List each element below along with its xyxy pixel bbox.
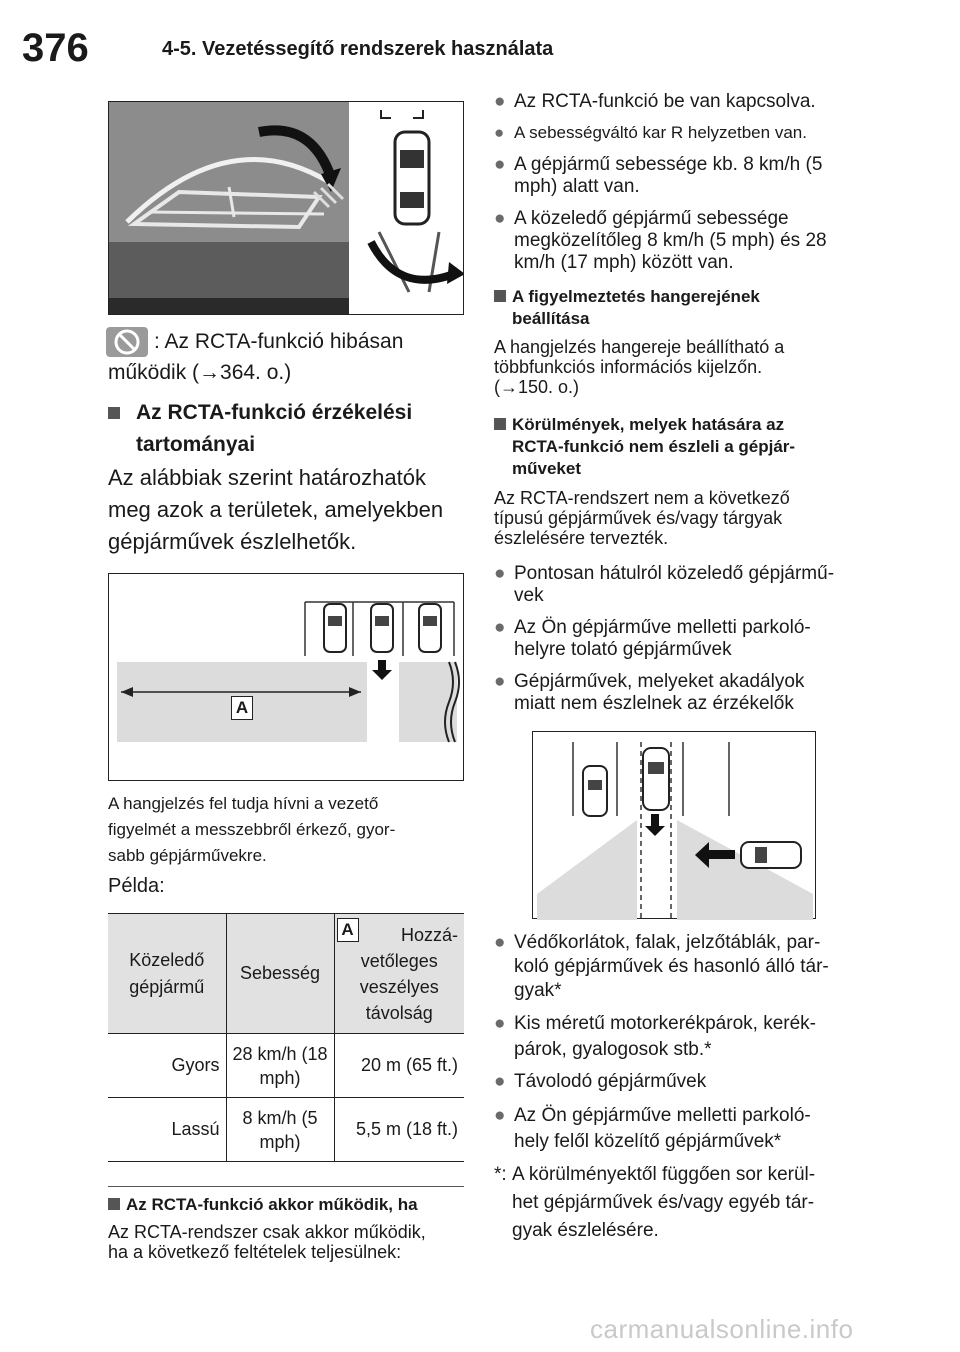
list-item xyxy=(494,1011,856,1063)
cell-distance: 20 m (65 ft.) xyxy=(334,1034,464,1098)
list-a-2-line2: helyre tolató gépjárművek xyxy=(514,639,732,660)
list-a-2-line1: Az Ön gépjárműve melletti parkoló- xyxy=(514,617,811,638)
header-speed: Sebesség xyxy=(226,914,334,1034)
list-a-3-line1: Gépjárművek, melyeket akadályok xyxy=(514,671,805,692)
condition-4-line2: megközelítőleg 8 km/h (5 mph) és 28 xyxy=(514,230,827,251)
paragraph-2-line2: ha a következő feltételek teljesülnek: xyxy=(108,1242,402,1262)
note-1-line2: figyelmét a messzebbről érkező, gyor- xyxy=(108,820,396,839)
figure-undetected-scenario xyxy=(532,731,816,919)
figure-parking-detection-area xyxy=(108,573,464,781)
condition-4-line1: A közeledő gépjármű sebessége xyxy=(514,208,789,229)
bullet-icon: ● xyxy=(494,91,506,112)
heading-warning-volume xyxy=(494,286,854,330)
heading-4-line1: Körülmények, melyek hatására az xyxy=(512,415,785,434)
note-1-line1: A hangjelzés fel tudja hívni a vezető xyxy=(108,794,379,813)
paragraph-volume xyxy=(494,337,854,397)
heading-2-text: Az RCTA-funkció akkor működik, ha xyxy=(126,1195,418,1214)
table-row xyxy=(108,1098,464,1162)
paragraph-1-line2: meg azok a területek, amelyekben xyxy=(108,497,444,522)
square-bullet-icon xyxy=(494,286,512,330)
bullet-icon: ● xyxy=(494,563,506,584)
heading-undetected-conditions xyxy=(494,414,854,480)
paragraph-3-line1: A hangjelzés hangereje beállítható a xyxy=(494,337,785,357)
list-b-1-line1: Védőkorlátok, falak, jelzőtáblák, par- xyxy=(514,932,821,953)
cell-speed-line1: 28 km/h (18 xyxy=(232,1043,328,1064)
cell-speed xyxy=(226,1098,334,1162)
paragraph-3-line2: többfunkciós információs kijelzőn. xyxy=(494,357,763,377)
list-b-4-line2: hely felől közelítő gépjárművek* xyxy=(514,1131,782,1152)
heading-4-line2: RCTA-funkció nem észleli a gépjár- xyxy=(512,437,796,456)
list-b-2-line1: Kis méretű motorkerékpárok, kerék- xyxy=(514,1013,816,1034)
condition-4-line3: km/h (17 mph) között van. xyxy=(514,252,734,273)
paragraph-1-line3: gépjárművek észlelhetők. xyxy=(108,529,357,554)
list-a-3-line2: miatt nem észlelnek az érzékelők xyxy=(514,693,794,714)
bullet-icon: ● xyxy=(494,154,506,175)
header-distance-line2: vetőleges xyxy=(360,950,438,971)
list-b-1-line3: gyak* xyxy=(514,980,562,1001)
header-distance-line4: távolság xyxy=(365,1002,433,1023)
bullet-icon: ● xyxy=(494,208,506,229)
cell-speed-line2: mph) xyxy=(259,1067,301,1088)
list-a-1-line2: vek xyxy=(514,585,544,606)
square-bullet-icon xyxy=(108,398,136,460)
list-item xyxy=(494,1103,856,1155)
heading-detection-range xyxy=(108,398,468,460)
bullet-icon: ● xyxy=(494,1013,506,1034)
square-bullet-icon xyxy=(108,1194,126,1216)
paragraph-4-line2: típusú gépjárművek és/vagy tárgyak xyxy=(494,508,783,528)
list-item xyxy=(494,91,854,113)
cell-speed-line1: 8 km/h (5 xyxy=(242,1107,318,1128)
condition-3-line2: mph) alatt van. xyxy=(514,176,640,197)
page-number: 376 xyxy=(22,26,89,70)
list-item xyxy=(494,563,856,607)
footnote-line1: A körülményektől függően sor kerül- xyxy=(512,1164,816,1185)
paragraph-operating xyxy=(108,1222,468,1262)
cell-distance: 5,5 m (18 ft.) xyxy=(334,1098,464,1162)
header-vehicle-line2: gépjármű xyxy=(129,976,205,997)
paragraph-4-line1: Az RCTA-rendszert nem a következő xyxy=(494,488,790,508)
footnote-line2: het gépjárművek és/vagy egyéb tár- xyxy=(512,1192,815,1213)
icon-caption-line2: működik (→364. o.) xyxy=(108,361,292,384)
list-b-3-line1: Távolodó gépjárművek xyxy=(514,1071,707,1092)
undetected-scenario-diagram xyxy=(533,732,817,920)
list-b-4-line1: Az Ön gépjárműve melletti parkoló- xyxy=(514,1105,811,1126)
paragraph-detection xyxy=(108,462,468,558)
cell-speed-line2: mph) xyxy=(259,1131,301,1152)
footnote xyxy=(494,1161,856,1245)
list-item xyxy=(494,208,854,274)
square-bullet-icon xyxy=(494,414,512,480)
list-item xyxy=(494,671,856,715)
bullet-icon: ● xyxy=(494,1105,506,1126)
header-distance-line3: veszélyes xyxy=(359,976,439,997)
example-label: Példa: xyxy=(108,875,165,897)
heading-1-line1: Az RCTA-funkció érzékelési xyxy=(136,401,413,424)
parking-diagram xyxy=(109,574,465,782)
list-item xyxy=(494,617,856,661)
cell-vehicle: Gyors xyxy=(108,1034,226,1098)
condition-3-line1: A gépjármű sebessége kb. 8 km/h (5 xyxy=(514,154,823,175)
bullet-icon: ● xyxy=(494,1071,506,1092)
list-item xyxy=(494,154,854,198)
paragraph-3-line3: (→150. o.) xyxy=(494,377,580,397)
paragraph-2-line1: Az RCTA-rendszer csak akkor működik, xyxy=(108,1222,426,1242)
cell-vehicle: Lassú xyxy=(108,1098,226,1162)
table-header-row xyxy=(108,914,464,1034)
heading-3-line2: beállítása xyxy=(512,309,590,328)
watermark: carmanualsonline.info xyxy=(590,1314,854,1344)
list-item xyxy=(494,931,856,1003)
note-1-line3: sabb gépjárművekre. xyxy=(108,846,267,865)
heading-operating-conditions xyxy=(108,1194,468,1216)
bullet-icon: ● xyxy=(494,932,506,953)
header-distance-line1: Hozzá- xyxy=(400,924,458,945)
bullet-icon: ● xyxy=(494,123,505,142)
note-faster-vehicles xyxy=(108,791,468,869)
section-divider xyxy=(108,1186,464,1187)
list-item xyxy=(494,122,854,144)
cell-speed xyxy=(226,1034,334,1098)
list-item xyxy=(494,1071,856,1093)
list-b-2-line2: párok, gyalogosok stb.* xyxy=(514,1039,712,1060)
bullet-icon: ● xyxy=(494,671,506,692)
header-vehicle xyxy=(108,914,226,1034)
paragraph-1-line1: Az alábbiak szerint határozhatók xyxy=(108,465,426,490)
header-a-label: A xyxy=(337,918,359,942)
footnote-line3: gyak észlelésére. xyxy=(512,1220,659,1241)
table-row xyxy=(108,1034,464,1098)
range-label-a: A xyxy=(231,696,253,720)
list-a-1-line1: Pontosan hátulról közeledő gépjármű- xyxy=(514,563,835,584)
rcta-error-icon xyxy=(106,327,148,357)
section-title: 4-5. Vezetéssegítő rendszerek használata xyxy=(162,38,554,60)
header-vehicle-line1: Közeledő xyxy=(129,949,205,970)
footnote-mark: *: xyxy=(494,1164,507,1185)
header-distance xyxy=(334,914,464,1034)
condition-2: A sebességváltó kar R helyzetben van. xyxy=(514,123,807,142)
camera-display-illustration xyxy=(109,102,464,315)
figure-camera-display xyxy=(108,101,464,315)
icon-caption-line1: : Az RCTA-funkció hibásan xyxy=(154,330,404,353)
heading-4-line3: műveket xyxy=(512,459,581,478)
speed-distance-table xyxy=(108,913,464,1162)
list-b-1-line2: koló gépjárművek és hasonló álló tár- xyxy=(514,956,829,977)
heading-3-line1: A figyelmeztetés hangerejének xyxy=(512,287,760,306)
bullet-icon: ● xyxy=(494,617,506,638)
heading-1-line2: tartományai xyxy=(136,433,256,456)
paragraph-4-line3: észlelésére tervezték. xyxy=(494,528,669,548)
paragraph-undetected xyxy=(494,488,854,548)
condition-1: Az RCTA-funkció be van kapcsolva. xyxy=(514,91,816,112)
